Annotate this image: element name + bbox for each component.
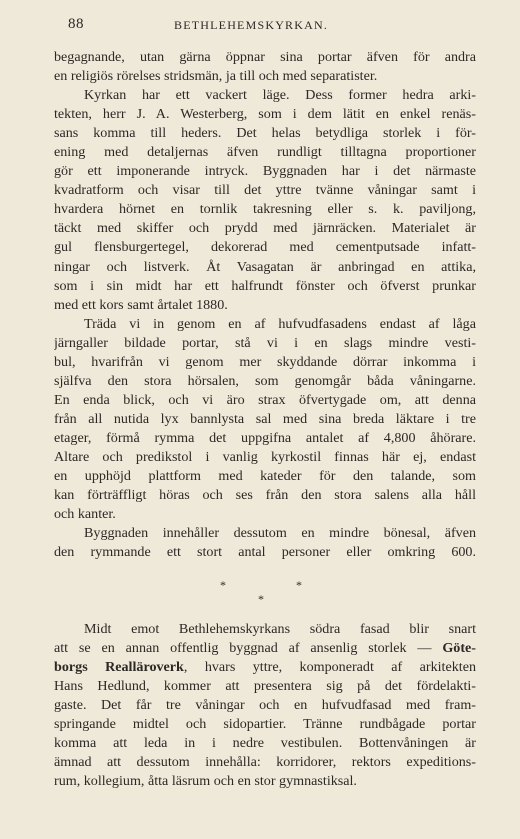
text-line: kvadratform och visar till det yttre tvänne våningar samt i <box>54 182 476 199</box>
text-line: tekten, herr J. A. Westerberg, som i dem lätit en enkel renäs- <box>54 106 476 123</box>
paragraph-start-line: Kyrkan har ett vackert läge. Dess former hedra arki- <box>84 87 476 104</box>
section-separator <box>200 578 320 612</box>
page-number: 88 <box>68 16 84 32</box>
text-line: järngaller bildade portar, stå vi i en slags mindre vesti- <box>54 334 476 351</box>
text-line: Altare och predikstol i vanlig kyrkostil finnas här ej, endast <box>54 448 476 465</box>
text-line: Hans Hedlund, kommer att presentera sig på det fördelakti- <box>54 678 476 695</box>
text-line: hvardera hörnet en tornlik takresning eller s. k. paviljong, <box>54 201 476 218</box>
text-line: gaste. Det får tre våningar och en hufvudfasad med fram- <box>54 697 476 714</box>
asterisk: * <box>258 592 264 606</box>
text-line: med ett kors samt årtalet 1880. <box>54 296 228 313</box>
asterisk: * <box>220 578 226 592</box>
text-line: en religiös rörelses stridsmän, ja till och med separatister. <box>54 68 378 85</box>
text-line: från all nutida lyx bannlysta sal med sina breda läktare i tre <box>54 410 476 427</box>
text-line: begagnande, utan gärna öppnar sina portar äfven för andra <box>54 49 476 65</box>
text-line: och kanter. <box>54 506 116 523</box>
text-line: sans komma till heders. Det helas betydliga storlek i för- <box>54 125 476 142</box>
text-line: komma att leda in i nedre vestibulen. Bottenvåningen är <box>54 735 476 752</box>
text-line: springande midtel och sidopartier. Tränne rundbågade portar <box>54 716 476 733</box>
text-line: täckt med skiffer och prydd med järnräcken. Materialet är <box>54 220 476 237</box>
page-header <box>56 16 476 36</box>
section-realläroverk <box>54 620 476 791</box>
text-line: rum, kollegium, åtta läsrum och en stor gymnastiksal. <box>54 773 357 790</box>
text-line: ening med detaljernas äfven rundligt tilltagna proportioner <box>54 144 476 161</box>
paragraph-start-line: Träda vi in genom en af hufvudfasadens endast af låga <box>84 315 476 332</box>
text-line: borgs Realläroverk, hvars yttre, komponeradt af arkitekten <box>54 659 476 676</box>
text-line: en upphöjd plattform med kateder för den talande, som <box>54 468 476 485</box>
paragraph-start-line: Midt emot Bethlehemskyrkans södra fasad blir snart <box>84 621 476 637</box>
section-bethlehemskyrkan <box>54 48 476 562</box>
bold-school-name: borgs Realläroverk <box>54 659 184 676</box>
running-head: BETHLEHEMSKYRKAN. <box>174 18 329 32</box>
text-line: själfva den stora hörsalen, som genomgår båda våningarne. <box>54 372 476 389</box>
text-line: En enda blick, och vi äro strax öfvertygade om, att denna <box>54 391 476 408</box>
text-line: kan förträffligt höras och ses från den stora salens alla håll <box>54 487 476 504</box>
text-line: gör ett imponerande intryck. Byggnaden har i det närmaste <box>54 163 476 180</box>
text-line: etager, förmå rymma det uppgifna antalet af 4,800 åhörare. <box>54 429 476 446</box>
text-line: ningar och listverk. Åt Vasagatan är anbringad en attika, <box>54 258 476 275</box>
text-line: ämnad att dessutom innehålla: korridorer, rektors expeditions- <box>54 754 476 771</box>
bold-school-name: Göte- <box>442 640 476 657</box>
text-line: som i sin midt har ett halfrundt fönster och öfverst prunkar <box>54 277 476 294</box>
text-line: gul flensburgertegel, dekorerad med cementputsade infatt- <box>54 239 476 256</box>
text-line: att se en annan offentlig byggnad af ansenlig storlek — Göte- <box>54 640 476 657</box>
text-line: den rymmande ett stort antal personer eller omkring 600. <box>54 544 476 561</box>
text-line: bul, hvarifrån vi genom mer skyddande dörrar inkomma i <box>54 353 476 370</box>
asterisk: * <box>296 578 302 592</box>
paragraph-start-line: Byggnaden innehåller dessutom en mindre bönesal, äfven <box>84 525 476 542</box>
